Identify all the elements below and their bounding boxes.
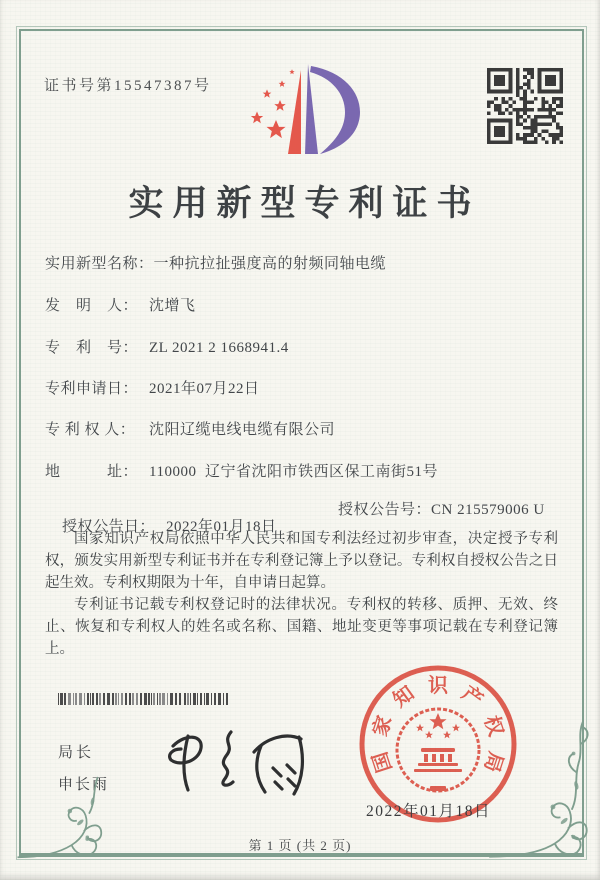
svg-text:识: 识 <box>428 675 448 697</box>
certificate-number: 证书号第15547387号 <box>44 78 212 94</box>
signer-name: 申长雨 <box>58 777 110 793</box>
field-patentee <box>45 418 565 439</box>
field-value: 沈阳辽缆电线电缆有限公司 <box>149 422 336 438</box>
page-indicator: 第 1 页 (共 2 页) <box>248 838 352 853</box>
field-value: 沈增飞 <box>149 298 196 314</box>
field-label: 地 址： <box>45 464 139 480</box>
field-patent-number <box>45 336 565 357</box>
svg-text:产: 产 <box>457 682 487 712</box>
legal-text <box>45 528 558 660</box>
svg-text:家: 家 <box>369 713 397 739</box>
field-label: 专 利 权 人： <box>45 422 136 438</box>
grant-date-label: 授权公告日： <box>62 519 156 535</box>
field-inventor <box>45 294 565 315</box>
corner-flourish-right-icon <box>485 716 589 866</box>
field-application-date <box>45 377 565 398</box>
grant-number <box>338 498 545 519</box>
field-label: 专 利 号： <box>45 340 139 356</box>
field-utility-model-name <box>45 252 565 273</box>
svg-text:权: 权 <box>479 713 507 739</box>
field-label: 实用新型名称： <box>45 256 154 272</box>
barcode-icon <box>58 693 230 705</box>
seal-date: 2022年01月18日 <box>366 803 492 820</box>
field-value: ZL 2021 2 1668941.4 <box>149 340 289 356</box>
grant-number-value: CN 215579006 U <box>431 502 545 518</box>
certificate-title: 实用新型专利证书 <box>128 184 481 223</box>
handwritten-signature-icon <box>158 716 328 808</box>
svg-text:国: 国 <box>369 749 397 775</box>
signer-title: 局长 <box>58 745 95 761</box>
cnipa-logo-icon <box>232 58 368 166</box>
corner-flourish-left-icon <box>14 770 110 866</box>
field-address <box>45 460 565 481</box>
qr-code-icon <box>487 68 563 144</box>
field-value: 110000 辽宁省沈阳市铁西区保工南街51号 <box>149 464 438 480</box>
field-label: 发 明 人： <box>45 298 139 314</box>
legal-paragraph-1: 国家知识产权局依照中华人民共和国专利法经过初步审查，决定授予专利权，颁发实用新型专利证书并在专利登记簿上予以登记。专利权自授权公告之日起生效。专利权期限为十年，自申请日起算。 <box>45 531 558 591</box>
grant-date-value: 2022年01月18日 <box>166 519 277 535</box>
field-value: 2021年07月22日 <box>149 381 260 397</box>
field-value: 一种抗拉扯强度高的射频同轴电缆 <box>153 256 387 272</box>
grant-number-label: 授权公告号： <box>338 502 432 518</box>
svg-text:局: 局 <box>479 749 507 775</box>
field-label: 专利申请日： <box>45 381 139 397</box>
svg-text:知: 知 <box>389 682 419 712</box>
legal-paragraph-2: 专利证书记载专利权登记时的法律状况。专利权的转移、质押、无效、终止、恢复和专利权人的姓名或名称、国籍、地址变更等事项记载在专利登记簿上。 <box>45 597 558 657</box>
